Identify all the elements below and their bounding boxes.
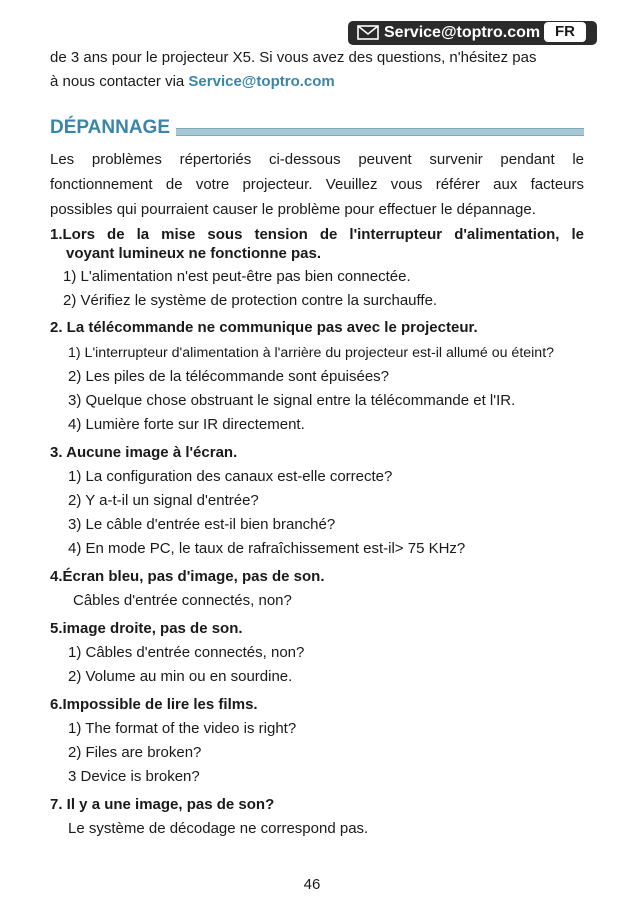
- issue-6-item-1: 1) The format of the video is right?: [68, 720, 297, 737]
- issue-5-item-1: 1) Câbles d'entrée connectés, non?: [68, 644, 305, 661]
- header-email[interactable]: Service@toptro.com: [384, 24, 541, 41]
- issue-3-title: 3. Aucune image à l'écran.: [50, 444, 238, 461]
- contact-email-link[interactable]: Service@toptro.com: [188, 73, 335, 90]
- issue-6-title: 6.Impossible de lire les films.: [50, 696, 258, 713]
- issue-1-title-line-1: 1.Lors de la mise sous tension de l'interrupteur d'alimentation, le: [50, 226, 584, 243]
- issue-2-item-4: 4) Lumière forte sur IR directement.: [68, 416, 305, 433]
- issue-6-item-2: 2) Files are broken?: [68, 744, 202, 761]
- issue-1-item-1: 1) L'alimentation n'est peut-être pas bien connectée.: [63, 268, 411, 285]
- para-line-2: fonctionnement de votre projecteur. Veuillez vous référer aux facteurs: [50, 176, 584, 193]
- issue-2-item-1: 1) L'interrupteur d'alimentation à l'arrière du projecteur est-il allumé ou éteint?: [68, 345, 555, 361]
- issue-1-title-line-2: voyant lumineux ne fonctionne pas.: [66, 245, 322, 262]
- section-title: DÉPANNAGE: [50, 117, 170, 138]
- page-number: 46: [303, 876, 321, 893]
- issue-3-item-3: 3) Le câble d'entrée est-il bien branché?: [68, 516, 336, 533]
- issue-5-item-2: 2) Volume au min ou en sourdine.: [68, 668, 293, 685]
- intro-line-2: [50, 72, 335, 92]
- para-line-3: possibles qui pourraient causer le problème pour effectuer le dépannage.: [50, 201, 536, 218]
- para-line-1: Les problèmes répertoriés ci-dessous peuvent survenir pendant le: [50, 151, 584, 168]
- issue-3-item-2: 2) Y a-t-il un signal d'entrée?: [68, 492, 259, 509]
- issue-2-item-2: 2) Les piles de la télécommande sont épuisées?: [68, 368, 390, 385]
- language-badge: FR: [544, 22, 586, 42]
- issue-1-item-2: 2) Vérifiez le système de protection contre la surchauffe.: [63, 292, 438, 309]
- issue-4-item-1: Câbles d'entrée connectés, non?: [73, 592, 292, 609]
- envelope-icon: [357, 25, 379, 40]
- issue-3-item-1: 1) La configuration des canaux est-elle correcte?: [68, 468, 393, 485]
- intro-line-1: de 3 ans pour le projecteur X5. Si vous avez des questions, n'hésitez pas: [50, 49, 537, 66]
- intro-prefix: à nous contacter via: [50, 73, 189, 90]
- section-rule: [176, 128, 584, 136]
- issue-7-title: 7. Il y a une image, pas de son?: [50, 796, 275, 813]
- issue-7-item-1: Le système de décodage ne correspond pas.: [68, 820, 369, 837]
- issue-2-title: 2. La télécommande ne communique pas avec le projecteur.: [50, 319, 478, 336]
- issue-3-item-4: 4) En mode PC, le taux de rafraîchissement est-il> 75 KHz?: [68, 540, 466, 557]
- issue-6-item-3: 3 Device is broken?: [68, 768, 200, 785]
- issue-2-item-3: 3) Quelque chose obstruant le signal entre la télécommande et l'IR.: [68, 392, 516, 409]
- header-email-tag: [348, 21, 597, 45]
- issue-4-title: 4.Écran bleu, pas d'image, pas de son.: [50, 568, 325, 585]
- issue-5-title: 5.image droite, pas de son.: [50, 620, 243, 637]
